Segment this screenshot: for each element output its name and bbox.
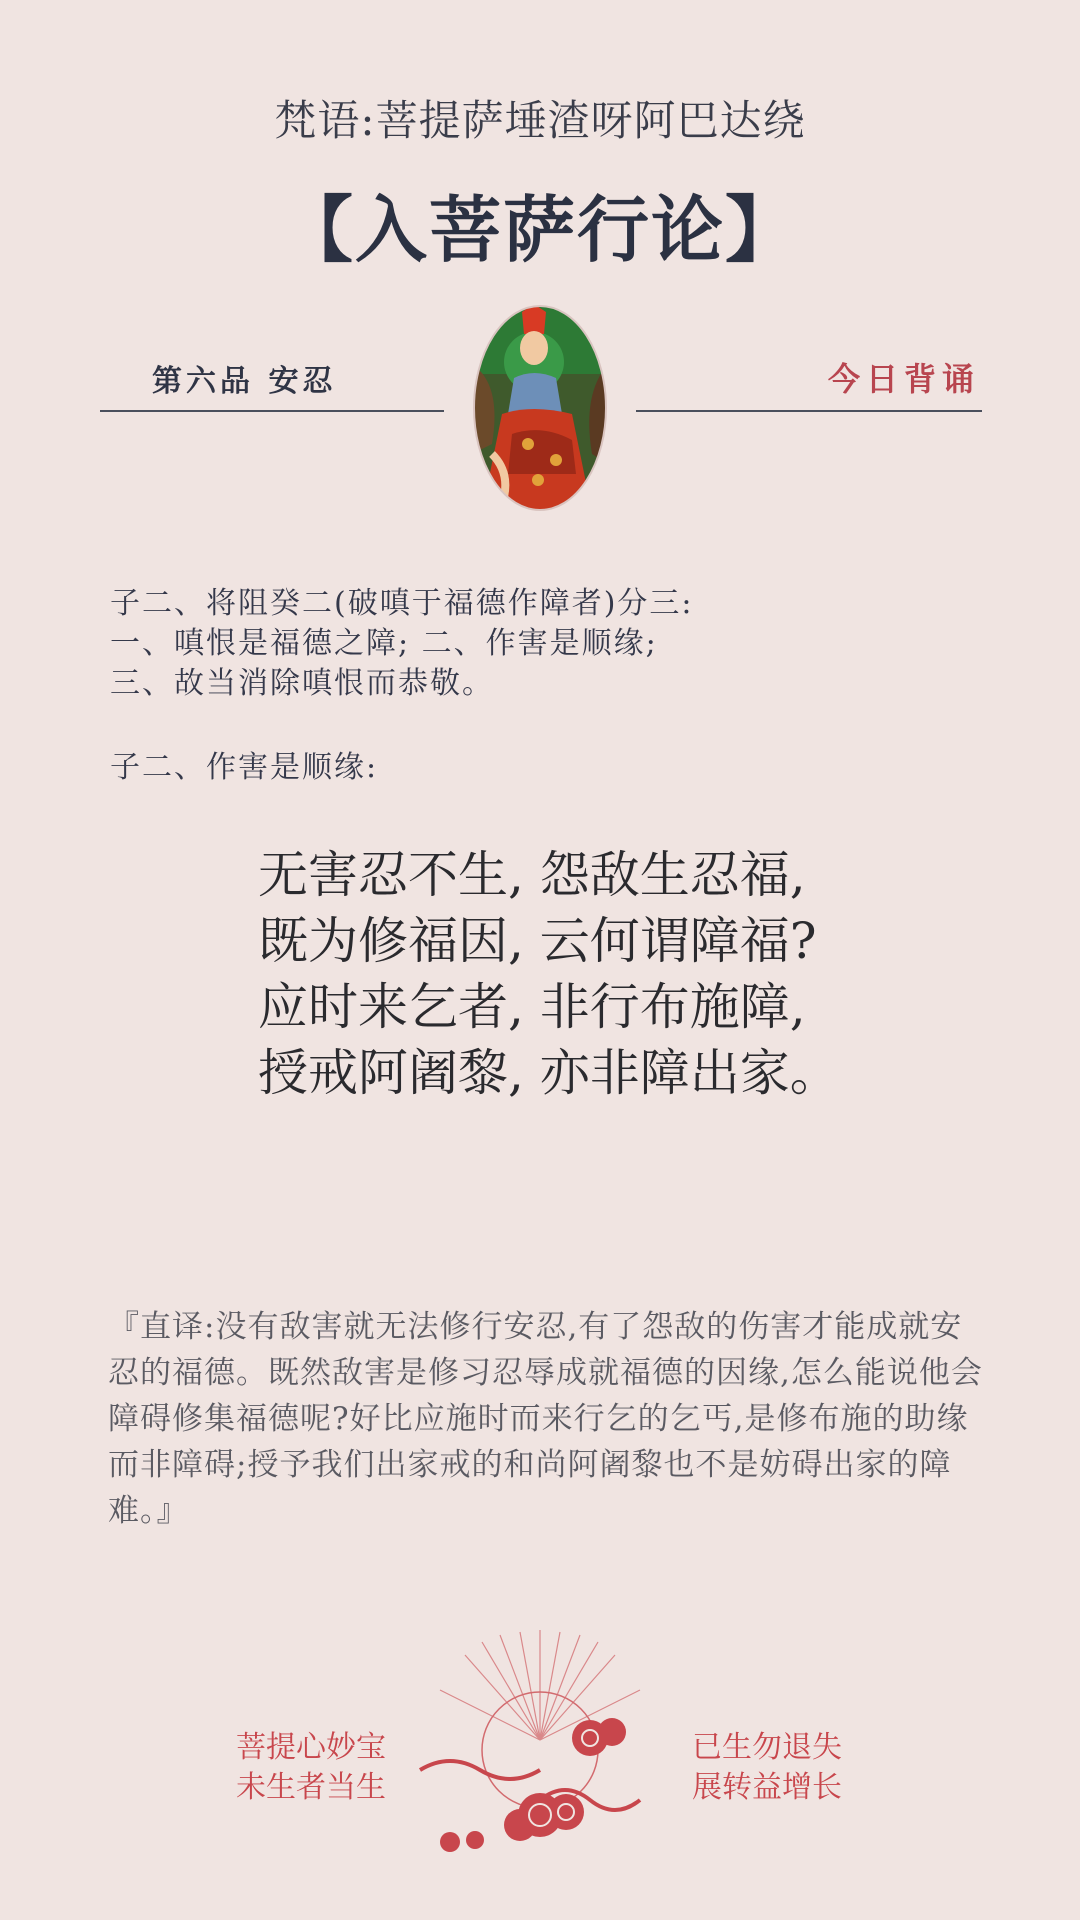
verse-block xyxy=(258,842,840,1106)
left-divider xyxy=(100,410,444,412)
footer-left-line-2: 未生者当生 xyxy=(236,1770,386,1805)
verse-line-4: 授戒阿阇黎, 亦非障出家。 xyxy=(258,1044,840,1102)
chapter-label: 第六品 安忍 xyxy=(152,364,337,399)
page-title: 【入菩萨行论】 xyxy=(280,187,799,272)
today-recite-label: 今日背诵 xyxy=(827,360,980,398)
verse-line-2: 既为修福因, 云何谓障福? xyxy=(258,912,817,970)
footer-right-verse xyxy=(692,1728,842,1808)
outline-line-1: 子二、将阻癸二(破嗔于福德作障者)分三: xyxy=(110,586,694,621)
footer-left-line-1: 菩提心妙宝 xyxy=(236,1730,386,1765)
section-heading: 子二、作害是顺缘: xyxy=(110,750,379,785)
verse-line-1: 无害忍不生, 怨敌生忍福, xyxy=(258,846,806,904)
cloud-moon-sun-emblem-icon xyxy=(390,1620,690,1920)
sanskrit-subtitle: 梵语:菩提萨埵渣呀阿巴达绕 xyxy=(274,96,806,145)
right-divider xyxy=(636,410,982,412)
bodhisattva-portrait-icon xyxy=(472,304,608,512)
translation-paragraph: 『直译:没有敌害就无法修行安忍,有了怨敌的伤害才能成就安忍的福德。既然敌害是修习忍辱成就福德的因缘,怎么能说他会障碍修集福德呢?好比应施时而来行乞的乞丐,是修布施的助缘而非障碍;授予我们出家戒的和尚阿阇黎也不是妨碍出家的障难。』 xyxy=(108,1309,983,1529)
footer-left-verse xyxy=(236,1728,386,1808)
outline-line-2: 一、嗔恨是福德之障; 二、作害是顺缘; xyxy=(110,626,658,661)
outline-block xyxy=(110,584,694,704)
footer-right-line-1: 已生勿退失 xyxy=(692,1730,842,1765)
footer-right-line-2: 展转益增长 xyxy=(692,1770,842,1805)
outline-line-3: 三、故当消除嗔恨而恭敬。 xyxy=(110,666,494,701)
verse-line-3: 应时来乞者, 非行布施障, xyxy=(258,978,806,1036)
